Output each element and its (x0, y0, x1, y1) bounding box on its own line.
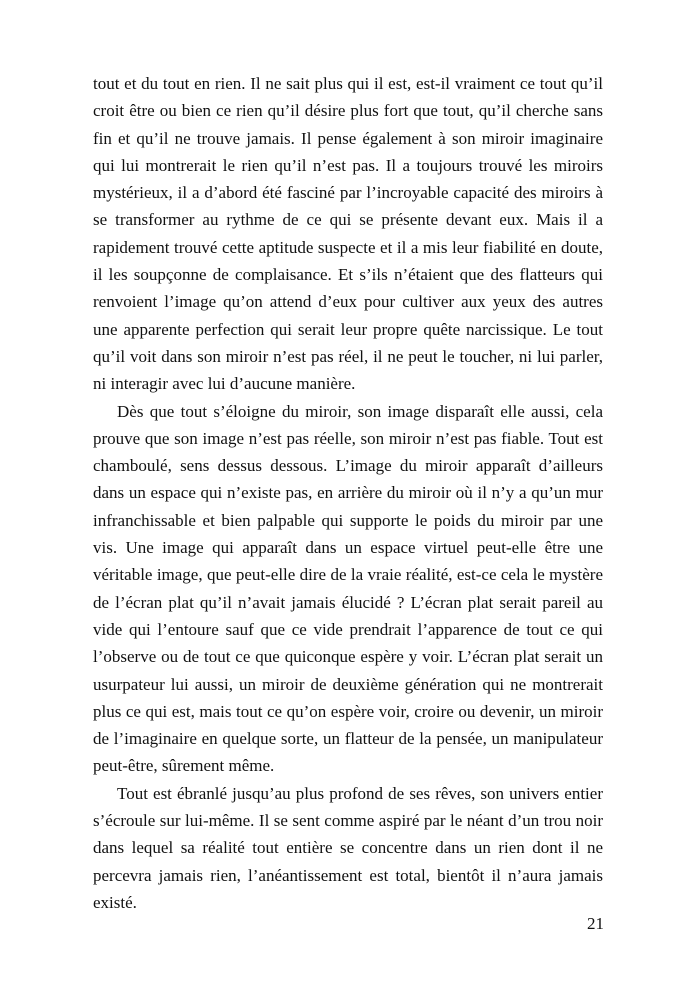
page-number: 21 (587, 914, 604, 933)
paragraph-3: Tout est ébranlé jusqu’au plus profond de ses rêves, son univers entier s’écroule sur lui-même. Il se sent comme aspiré par le néant d’un trou noir dans lequel sa réalité tout entière se concentre dans un rien dont il ne percevra jamais rien, l’anéantissement est total, bientôt il n’aura jamais existé. (93, 783, 603, 912)
page-body-text (93, 70, 603, 916)
paragraph-1: tout et du tout en rien. Il ne sait plus qui il est, est-il vraiment ce tout qu’il croit être ou bien ce rien qu’il désire plus fort que tout, qu’il cherche sans fin et qu’il ne trouve jamais. Il pense également à son miroir imaginaire qui lui montrerait le rien qu’il n’est pas. Il a toujours trouvé les miroirs mystérieux, il a d’abord été fasciné par l’incroyable capacité des miroirs à se transformer au rythme de ce qui se présente devant eux. Mais il a rapidement trouvé cette aptitude suspecte et il a mis leur fiabilité en doute, il les soupçonne de complaisance. Et s’ils n’étaient que des flatteurs qui renvoient l’image qu’on attend d’eux pour cultiver aux yeux des autres une apparente perfection qui serait leur propre quête narcissique. Le tout qu’il voit dans son miroir n’est pas réel, il ne peut le toucher, ni lui parler, ni interagir avec lui d’aucune manière. (93, 74, 603, 394)
paragraph-2: Dès que tout s’éloigne du miroir, son image disparaît elle aussi, cela prouve que son image n’est pas réelle, son miroir n’est pas fiable. Tout est chamboulé, sens dessus dessous. L’image du miroir apparaît d’ailleurs dans un espace qui n’existe pas, en arrière du miroir où il n’y a qu’un mur infranchissable et bien palpable qui supporte le poids du miroir par une vis. Une image qui apparaît dans un espace virtuel peut-elle être une véritable image, que peut-elle dire de la vraie réalité, est-ce cela le mystère de l’écran plat qu’il n’avait jamais élucidé ? L’écran plat serait pareil au vide qui l’entoure sauf que ce vide prendrait l’apparence de tout ce qui l’observe ou de tout ce que quiconque espère y voir. L’écran plat serait un usurpateur lui aussi, un miroir de deuxième génération qui ne montrerait plus ce qui est, mais tout ce qu’on espère voir, croire ou devenir, un miroir de l’imaginaire en quelque sorte, un flatteur de la pensée, un manipulateur peut-être, sûrement même. (93, 401, 603, 776)
